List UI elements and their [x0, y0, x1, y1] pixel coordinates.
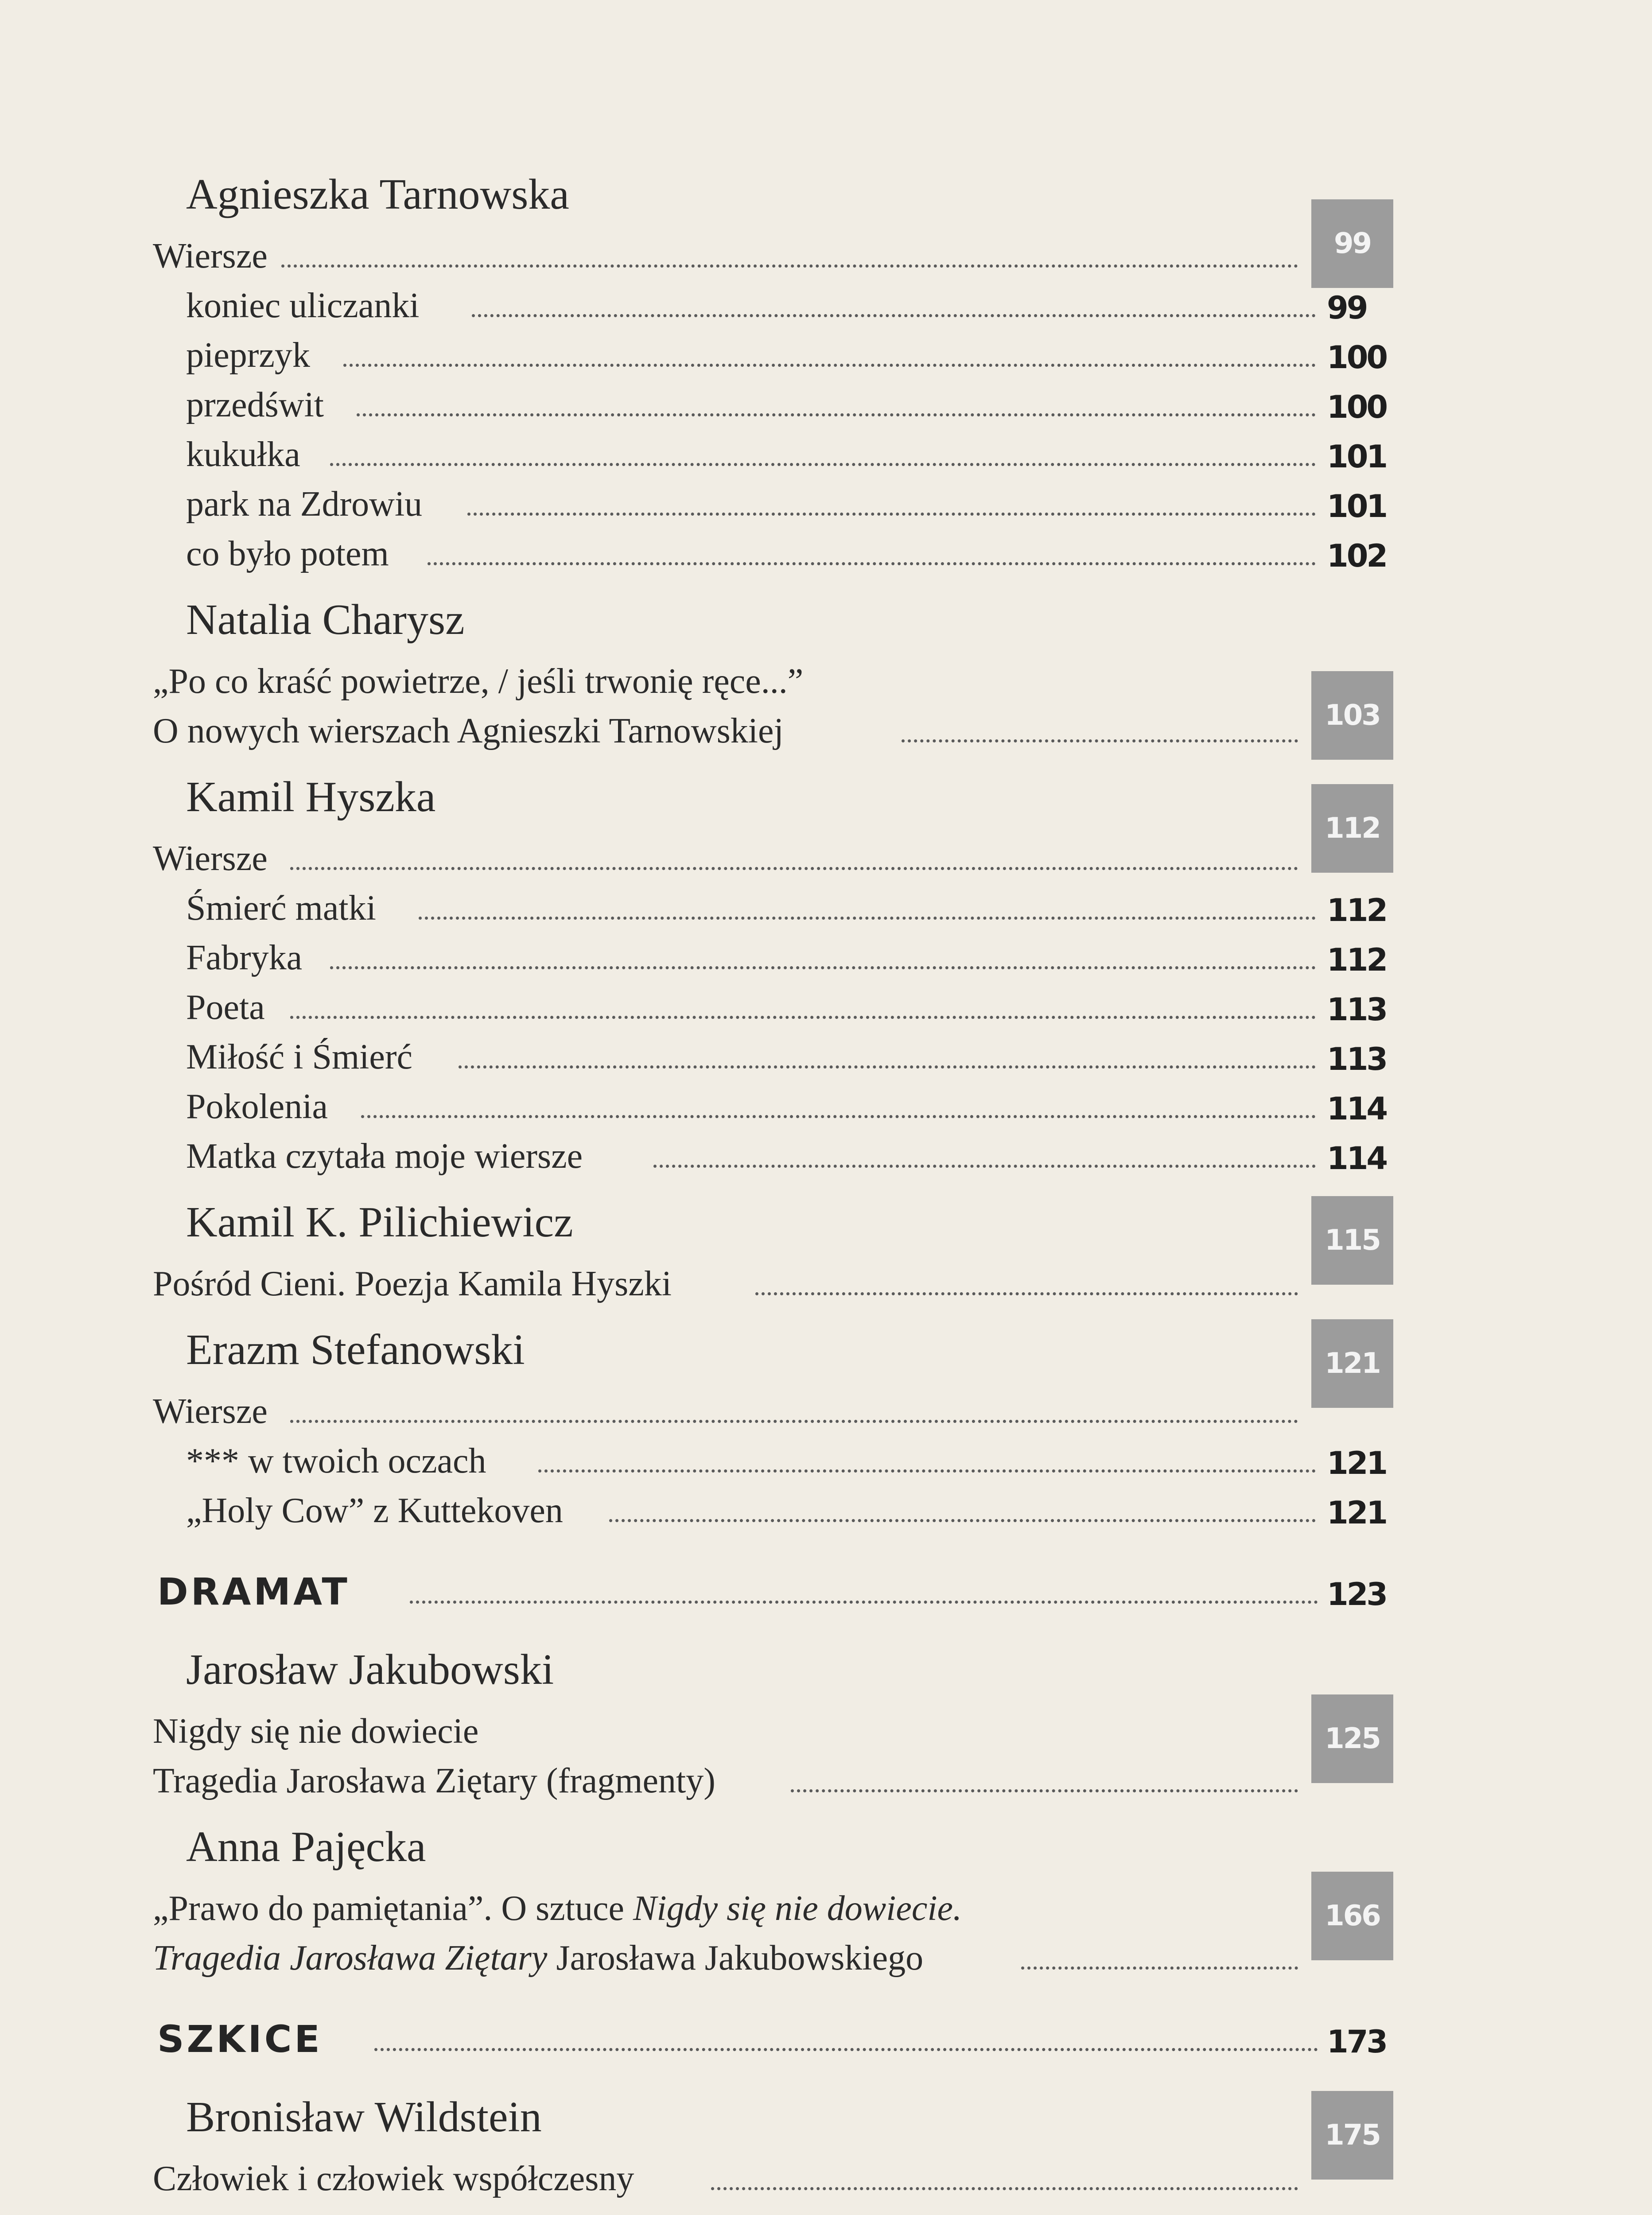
entry-title-part: Jarosława Jakubowskiego: [547, 1939, 924, 1978]
toc-entry: [153, 984, 1393, 1034]
dot-leader: [755, 1292, 1298, 1295]
entry-title: Wiersze: [153, 839, 268, 878]
entry-page: 99: [1327, 290, 1367, 326]
section-title: SZKICE: [157, 2017, 323, 2061]
dot-leader: [1021, 1966, 1298, 1970]
entry-title: Nigdy się nie dowiecie: [153, 1712, 479, 1751]
entry-page: 100: [1327, 339, 1387, 376]
toc-entry: [153, 1708, 1393, 1758]
entry-title: park na Zdrowiu: [186, 485, 423, 524]
toc-entry: [153, 431, 1393, 481]
page-badge: 175: [1311, 2091, 1393, 2180]
entry-page: 114: [1327, 1140, 1387, 1177]
dot-leader: [290, 867, 1298, 870]
toc-group-jakubowski: [153, 1648, 1393, 1807]
entry-title-italic: Nigdy się nie dowiecie.: [633, 1889, 962, 1928]
entry-title: Tragedia Jarosława Ziętary (fragmenty): [153, 1761, 715, 1800]
dot-leader: [428, 562, 1316, 565]
toc-entry: [153, 1388, 1393, 1438]
entry-title: przedświt: [186, 385, 324, 424]
entry-page: 101: [1327, 439, 1387, 475]
author-name: Kamil K. Pilichiewicz: [186, 1198, 573, 1246]
entry-title: Śmierć matki: [186, 889, 376, 928]
toc-entry: [153, 1488, 1393, 1537]
entry-title: koniec uliczanki: [186, 286, 420, 325]
author-name: Kamil Hyszka: [186, 773, 436, 821]
section-szkice: [153, 2011, 1393, 2064]
dot-leader: [609, 1519, 1316, 1522]
dot-leader: [374, 2048, 1318, 2051]
entry-page: 112: [1327, 892, 1387, 929]
toc-entry: [153, 1935, 1393, 1985]
dot-leader: [290, 1016, 1316, 1019]
toc-entry: [153, 382, 1393, 431]
toc-group-wildstein: [153, 2095, 1393, 2205]
entry-title: kukułka: [186, 435, 300, 474]
entry-page: 102: [1327, 538, 1387, 574]
entry-title: Człowiek i człowiek współczesny: [153, 2159, 634, 2198]
author-name: Bronisław Wildstein: [186, 2093, 542, 2141]
entry-title: co było potem: [186, 534, 389, 573]
toc-entry: [153, 283, 1393, 332]
entry-page: 112: [1327, 942, 1387, 978]
entry-title: „Holy Cow” z Kuttekoven: [186, 1491, 563, 1530]
entry-page: 113: [1327, 991, 1387, 1028]
dot-leader: [653, 1165, 1316, 1168]
entry-title: [153, 1938, 923, 1978]
author-name: Jarosław Jakubowski: [186, 1646, 554, 1694]
entry-page: 121: [1327, 1445, 1387, 1481]
section-title: DRAMAT: [157, 1570, 350, 1613]
toc-entry: [153, 332, 1393, 382]
entry-title: Wiersze: [153, 1392, 268, 1431]
dot-leader: [711, 2187, 1298, 2190]
toc-entry: [153, 708, 1393, 758]
toc-entry: [153, 481, 1393, 531]
entry-title: pieprzyk: [186, 336, 310, 375]
page-badge: 112: [1311, 784, 1393, 873]
toc-entry: [153, 2156, 1393, 2205]
dot-leader: [330, 463, 1316, 466]
toc-group-stefanowski: [153, 1328, 1393, 1537]
toc-entry: [153, 1133, 1393, 1183]
section-dramat: [153, 1564, 1393, 1617]
toc-entry: [153, 1438, 1393, 1488]
toc-entry: [153, 885, 1393, 935]
entry-title-italic: Tragedia Jarosława Ziętary: [153, 1939, 548, 1978]
entry-title: „Po co kraść powietrze, / jeśli trwonię ręce...”: [153, 662, 804, 701]
entry-title: Miłość i Śmierć: [186, 1038, 413, 1076]
entry-title: Matka czytała moje wiersze: [186, 1137, 583, 1176]
page-badge: 103: [1311, 671, 1393, 760]
toc-entry: [153, 935, 1393, 984]
entry-page: 121: [1327, 1495, 1387, 1531]
dot-leader: [467, 513, 1316, 516]
page-badge: 121: [1311, 1319, 1393, 1408]
entry-page: 113: [1327, 1041, 1387, 1077]
entry-page: 100: [1327, 389, 1387, 425]
entry-title: Poeta: [186, 988, 265, 1027]
toc-entry: [153, 1758, 1393, 1807]
toc-entry: [153, 1261, 1393, 1310]
toc-entry: [153, 233, 1393, 283]
dot-leader: [902, 739, 1298, 742]
page-badge: 99: [1311, 199, 1393, 288]
page-badge: 125: [1311, 1694, 1393, 1783]
dot-leader: [459, 1065, 1316, 1069]
toc-entry: [153, 531, 1393, 580]
author-name: Agnieszka Tarnowska: [186, 171, 569, 218]
entry-title: Pośród Cieni. Poezja Kamila Hyszki: [153, 1264, 672, 1303]
entry-title: Pokolenia: [186, 1087, 328, 1126]
dot-leader: [472, 314, 1316, 317]
section-page: 173: [1327, 2024, 1387, 2060]
dot-leader: [357, 413, 1316, 416]
toc-entry: [153, 835, 1393, 885]
toc-group-charysz: [153, 598, 1393, 758]
dot-leader: [538, 1469, 1316, 1473]
entry-page: 114: [1327, 1091, 1387, 1127]
toc-entry: [153, 1034, 1393, 1084]
page-badge: 115: [1311, 1196, 1393, 1285]
section-page: 123: [1327, 1576, 1387, 1613]
entry-title: Fabryka: [186, 938, 303, 977]
entry-page: 101: [1327, 488, 1387, 525]
dot-leader: [330, 966, 1316, 969]
author-name: Natalia Charysz: [186, 596, 465, 644]
toc-group-tarnowska: [153, 173, 1393, 580]
dot-leader: [419, 917, 1316, 920]
toc-entry: [153, 1885, 1393, 1935]
toc-entry: [153, 1084, 1393, 1133]
dot-leader: [343, 364, 1316, 367]
dot-leader: [361, 1115, 1316, 1118]
toc-content: [153, 173, 1393, 2215]
dot-leader: [410, 1601, 1318, 1604]
dot-leader: [281, 264, 1298, 268]
entry-title: Wiersze: [153, 237, 268, 276]
toc-group-hyszka: [153, 775, 1393, 1183]
toc-group-pajecka: [153, 1825, 1393, 1985]
entry-title: *** w twoich oczach: [186, 1442, 486, 1481]
toc-entry: [153, 658, 1393, 708]
dot-leader: [290, 1420, 1298, 1423]
author-name: Anna Pajęcka: [186, 1823, 426, 1871]
dot-leader: [791, 1789, 1298, 1792]
entry-title-part: „Prawo do pamiętania”. O sztuce: [153, 1889, 634, 1928]
page-badge: 166: [1311, 1872, 1393, 1960]
entry-title: O nowych wierszach Agnieszki Tarnowskiej: [153, 711, 784, 750]
entry-title: [153, 1889, 962, 1929]
toc-group-pilichiewicz: [153, 1198, 1393, 1310]
author-name: Erazm Stefanowski: [186, 1326, 525, 1374]
